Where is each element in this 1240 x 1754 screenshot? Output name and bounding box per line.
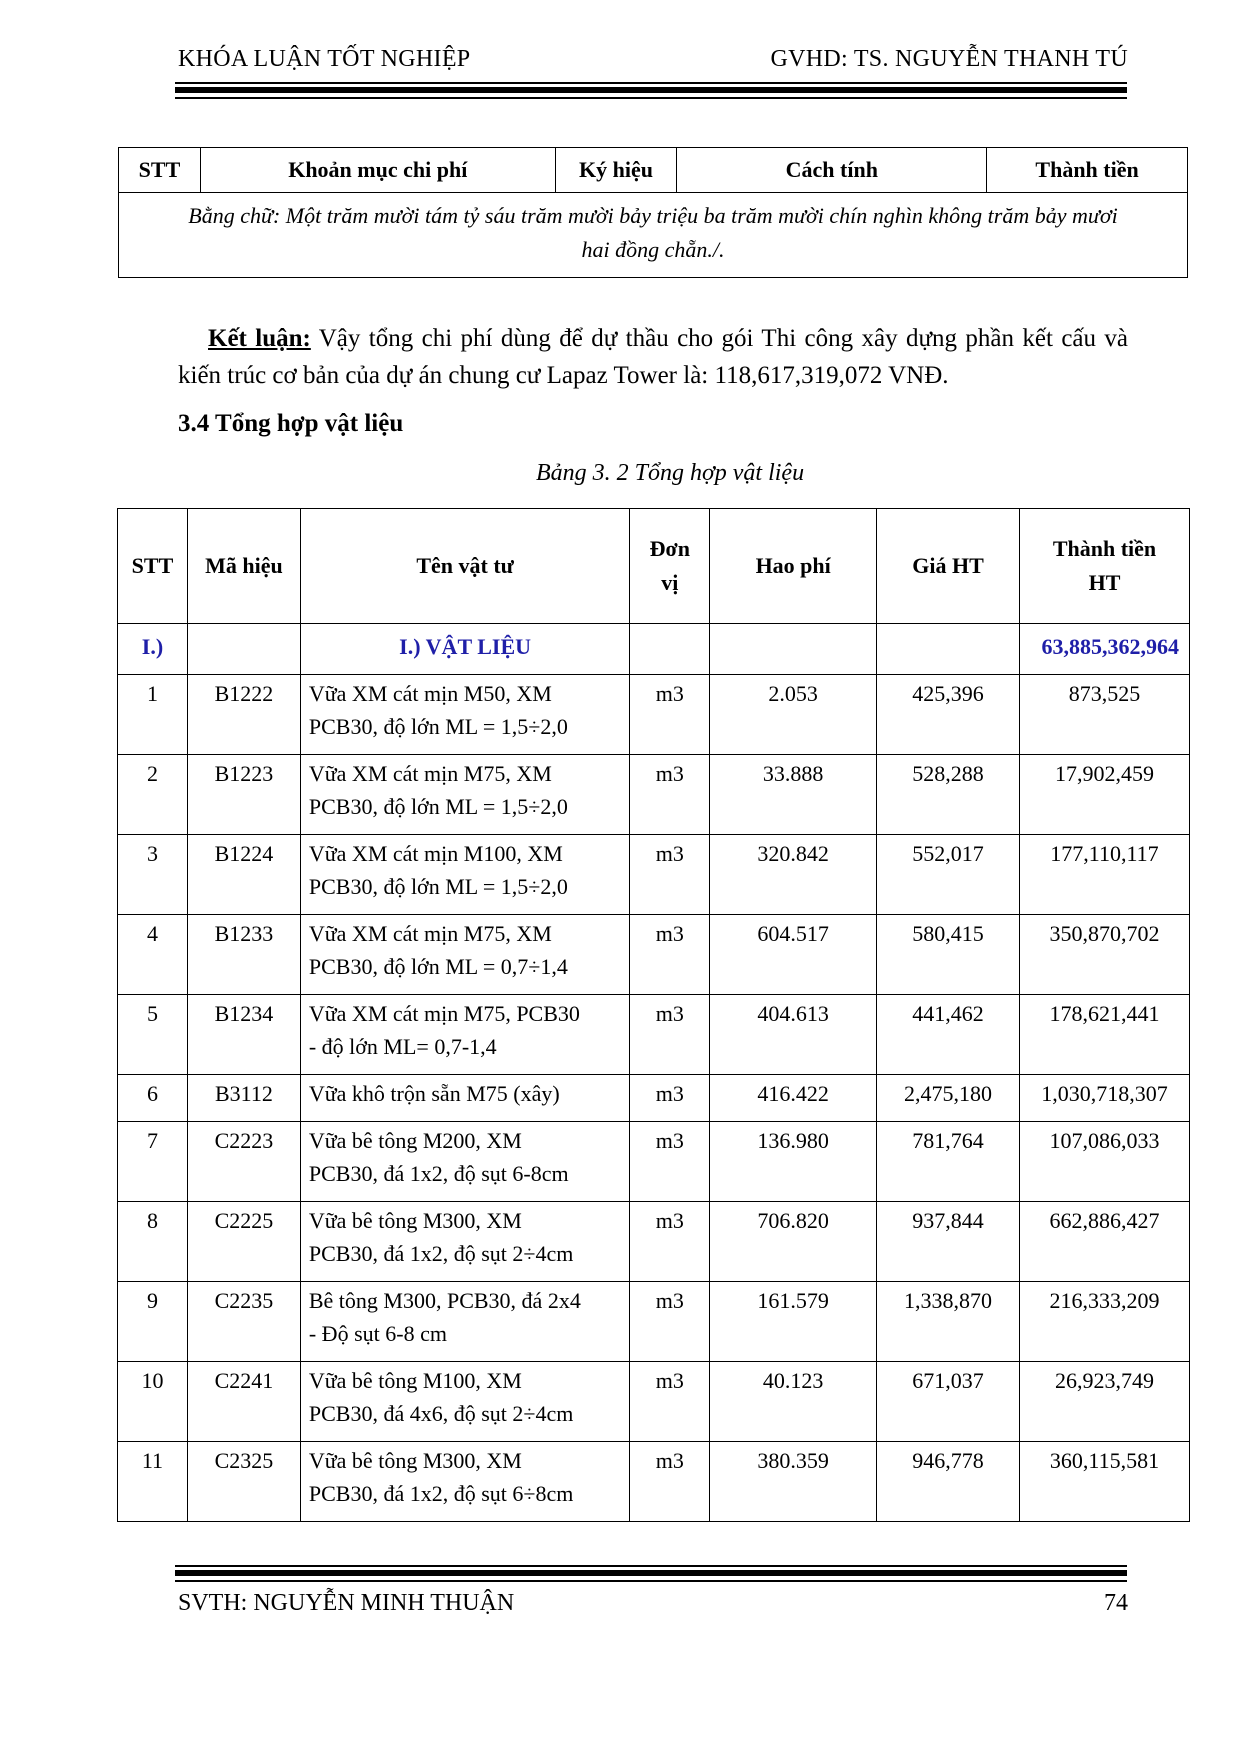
row-material-name [300, 675, 629, 755]
material-name-line-1: Vữa XM cát mịn M50, XM [308, 681, 552, 706]
row-loss: 161.579 [710, 1282, 877, 1362]
col-header-price: Giá HT [877, 509, 1020, 624]
total-header-line-2: HT [1088, 570, 1121, 595]
materials-table [117, 508, 1190, 1522]
row-total: 350,870,702 [1019, 915, 1189, 995]
row-material-name [300, 755, 629, 835]
row-code: B1222 [187, 675, 300, 755]
table-row [118, 835, 1190, 915]
header-advisor: GVHD: TS. NGUYỄN THANH TÚ [770, 46, 1128, 72]
row-price: 946,778 [877, 1442, 1020, 1522]
row-total: 360,115,581 [1019, 1442, 1189, 1522]
col-header-amount: Thành tiền [987, 148, 1188, 193]
col-header-cost-item: Khoản mục chi phí [200, 148, 555, 193]
row-total: 107,086,033 [1019, 1122, 1189, 1202]
amount-in-words-line-1: Bằng chữ: Một trăm mười tám tỷ sáu trăm mười bảy triệu ba trăm mười chín nghìn không trăm bảy mươi [188, 203, 1118, 228]
material-name-line-2: PCB30, đá 1x2, độ sụt 6÷8cm [308, 1481, 574, 1506]
row-stt: 3 [118, 835, 188, 915]
col-header-material-name: Tên vật tư [300, 509, 629, 624]
group-price [877, 624, 1020, 675]
row-price: 937,844 [877, 1202, 1020, 1282]
material-name-line-2: PCB30, đá 1x2, độ sụt 2÷4cm [308, 1241, 574, 1266]
row-total: 216,333,209 [1019, 1282, 1189, 1362]
material-name-line-2: PCB30, độ lớn ML = 1,5÷2,0 [308, 794, 568, 819]
conclusion-label: Kết luận: [208, 325, 311, 352]
footer-student: SVTH: NGUYỄN MINH THUẬN [178, 1590, 515, 1616]
row-total: 17,902,459 [1019, 755, 1189, 835]
row-code: C2223 [187, 1122, 300, 1202]
row-total: 178,621,441 [1019, 995, 1189, 1075]
row-unit: m3 [630, 1442, 710, 1522]
row-loss: 706.820 [710, 1202, 877, 1282]
material-name-line-2: PCB30, đá 4x6, độ sụt 2÷4cm [308, 1401, 574, 1426]
row-stt: 1 [118, 675, 188, 755]
row-price: 580,415 [877, 915, 1020, 995]
row-code: C2235 [187, 1282, 300, 1362]
row-loss: 2.053 [710, 675, 877, 755]
row-price: 671,037 [877, 1362, 1020, 1442]
row-total: 662,886,427 [1019, 1202, 1189, 1282]
material-name-line-2: - độ lớn ML= 0,7-1,4 [308, 1034, 497, 1059]
unit-header-line-2: vị [661, 570, 679, 595]
material-name-line-2: PCB30, độ lớn ML = 1,5÷2,0 [308, 874, 568, 899]
row-unit: m3 [630, 1202, 710, 1282]
page-number: 74 [1104, 1590, 1128, 1616]
row-unit: m3 [630, 755, 710, 835]
row-loss: 40.123 [710, 1362, 877, 1442]
row-unit: m3 [630, 835, 710, 915]
footer-rule-thin [175, 1565, 1127, 1567]
row-material-name [300, 1362, 629, 1442]
table-row [118, 915, 1190, 995]
row-total: 26,923,749 [1019, 1362, 1189, 1442]
total-header-line-1: Thành tiền [1052, 536, 1157, 561]
row-stt: 2 [118, 755, 188, 835]
row-stt: 11 [118, 1442, 188, 1522]
table-row [118, 1282, 1190, 1362]
header-rule-thin-lower [175, 97, 1127, 99]
header-rule-thick [175, 87, 1127, 93]
header-rule-thin [175, 82, 1127, 84]
row-material-name [300, 1122, 629, 1202]
materials-header-row [118, 509, 1190, 624]
table-row [118, 675, 1190, 755]
row-unit: m3 [630, 995, 710, 1075]
material-name-line-1: Bê tông M300, PCB30, đá 2x4 [308, 1288, 581, 1313]
row-code: C2225 [187, 1202, 300, 1282]
col-header-code: Mã hiệu [187, 509, 300, 624]
row-unit: m3 [630, 1075, 710, 1122]
row-unit: m3 [630, 915, 710, 995]
group-loss [710, 624, 877, 675]
col-header-method: Cách tính [677, 148, 987, 193]
group-code [187, 624, 300, 675]
material-name-line-1: Vữa bê tông M200, XM [308, 1128, 522, 1153]
table-row [118, 1075, 1190, 1122]
row-code: B1234 [187, 995, 300, 1075]
col-header-symbol: Ký hiệu [555, 148, 677, 193]
row-unit: m3 [630, 1122, 710, 1202]
amount-in-words-line-2: hai đồng chẵn./. [581, 237, 725, 262]
table-row [118, 755, 1190, 835]
amount-in-words-row [119, 193, 1188, 278]
row-material-name [300, 1282, 629, 1362]
material-name-line-1: Vữa bê tông M100, XM [308, 1368, 522, 1393]
row-price: 425,396 [877, 675, 1020, 755]
conclusion-paragraph [178, 320, 1128, 394]
row-loss: 604.517 [710, 915, 877, 995]
row-code: B1224 [187, 835, 300, 915]
row-loss: 380.359 [710, 1442, 877, 1522]
material-name-line-1: Vữa bê tông M300, XM [308, 1208, 522, 1233]
row-code: B1223 [187, 755, 300, 835]
row-material-name [300, 915, 629, 995]
material-name-line-2: - Độ sụt 6-8 cm [308, 1321, 447, 1346]
row-unit: m3 [630, 1282, 710, 1362]
row-code: B3112 [187, 1075, 300, 1122]
table-row [118, 995, 1190, 1075]
section-heading: 3.4 Tổng hợp vật liệu [178, 410, 404, 437]
row-total: 873,525 [1019, 675, 1189, 755]
cost-table-header-row [119, 148, 1188, 193]
row-price: 781,764 [877, 1122, 1020, 1202]
header-thesis-title: KHÓA LUẬN TỐT NGHIỆP [178, 46, 471, 72]
group-row [118, 624, 1190, 675]
material-name-line-1: Vữa XM cát mịn M75, XM [308, 761, 552, 786]
material-name-line-2: PCB30, độ lớn ML = 0,7÷1,4 [308, 954, 568, 979]
row-price: 441,462 [877, 995, 1020, 1075]
col-header-stt: STT [119, 148, 201, 193]
row-loss: 320.842 [710, 835, 877, 915]
row-price: 552,017 [877, 835, 1020, 915]
amount-in-words [119, 193, 1188, 278]
material-name-line-1: Vữa bê tông M300, XM [308, 1448, 522, 1473]
row-loss: 416.422 [710, 1075, 877, 1122]
material-name-line-1: Vữa XM cát mịn M75, XM [308, 921, 552, 946]
row-stt: 9 [118, 1282, 188, 1362]
row-stt: 4 [118, 915, 188, 995]
row-loss: 33.888 [710, 755, 877, 835]
row-stt: 6 [118, 1075, 188, 1122]
material-name-line-1: Vữa XM cát mịn M75, PCB30 [308, 1001, 580, 1026]
table-row [118, 1122, 1190, 1202]
row-stt: 10 [118, 1362, 188, 1442]
row-price: 2,475,180 [877, 1075, 1020, 1122]
table-row [118, 1442, 1190, 1522]
col-header-stt: STT [118, 509, 188, 624]
row-material-name [300, 1075, 629, 1122]
row-total: 177,110,117 [1019, 835, 1189, 915]
footer-rule-thin-lower [175, 1580, 1127, 1582]
material-name-line-1: Vữa XM cát mịn M100, XM [308, 841, 563, 866]
row-price: 1,338,870 [877, 1282, 1020, 1362]
table-row [118, 1202, 1190, 1282]
material-name-line-2: PCB30, độ lớn ML = 1,5÷2,0 [308, 714, 568, 739]
row-stt: 5 [118, 995, 188, 1075]
row-price: 528,288 [877, 755, 1020, 835]
group-unit [630, 624, 710, 675]
row-material-name [300, 1202, 629, 1282]
footer-rule-thick [175, 1570, 1127, 1576]
material-name-line-1: Vữa khô trộn sẵn M75 (xây) [308, 1081, 560, 1106]
row-code: C2241 [187, 1362, 300, 1442]
table-caption: Bảng 3. 2 Tổng hợp vật liệu [535, 460, 805, 486]
row-stt: 8 [118, 1202, 188, 1282]
row-material-name [300, 1442, 629, 1522]
material-name-line-2: PCB30, đá 1x2, độ sụt 6-8cm [308, 1161, 569, 1186]
group-stt: I.) [118, 624, 188, 675]
col-header-loss: Hao phí [710, 509, 877, 624]
row-unit: m3 [630, 675, 710, 755]
row-loss: 404.613 [710, 995, 877, 1075]
row-unit: m3 [630, 1362, 710, 1442]
group-total: 63,885,362,964 [1019, 624, 1189, 675]
conclusion-text: Vậy tổng chi phí dùng để dự thầu cho gói Thi công xây dựng phần kết cấu và kiến trúc cơ bản của dự án chung cư Lapaz Tower là: 118,617,319,072 VNĐ. [178, 325, 1128, 389]
row-stt: 7 [118, 1122, 188, 1202]
unit-header-line-1: Đơn [649, 536, 690, 561]
row-code: B1233 [187, 915, 300, 995]
cost-summary-table [118, 147, 1188, 278]
row-material-name [300, 835, 629, 915]
row-code: C2325 [187, 1442, 300, 1522]
col-header-unit [630, 509, 710, 624]
col-header-total [1019, 509, 1189, 624]
group-name: I.) VẬT LIỆU [300, 624, 629, 675]
row-loss: 136.980 [710, 1122, 877, 1202]
row-material-name [300, 995, 629, 1075]
row-total: 1,030,718,307 [1019, 1075, 1189, 1122]
table-row [118, 1362, 1190, 1442]
